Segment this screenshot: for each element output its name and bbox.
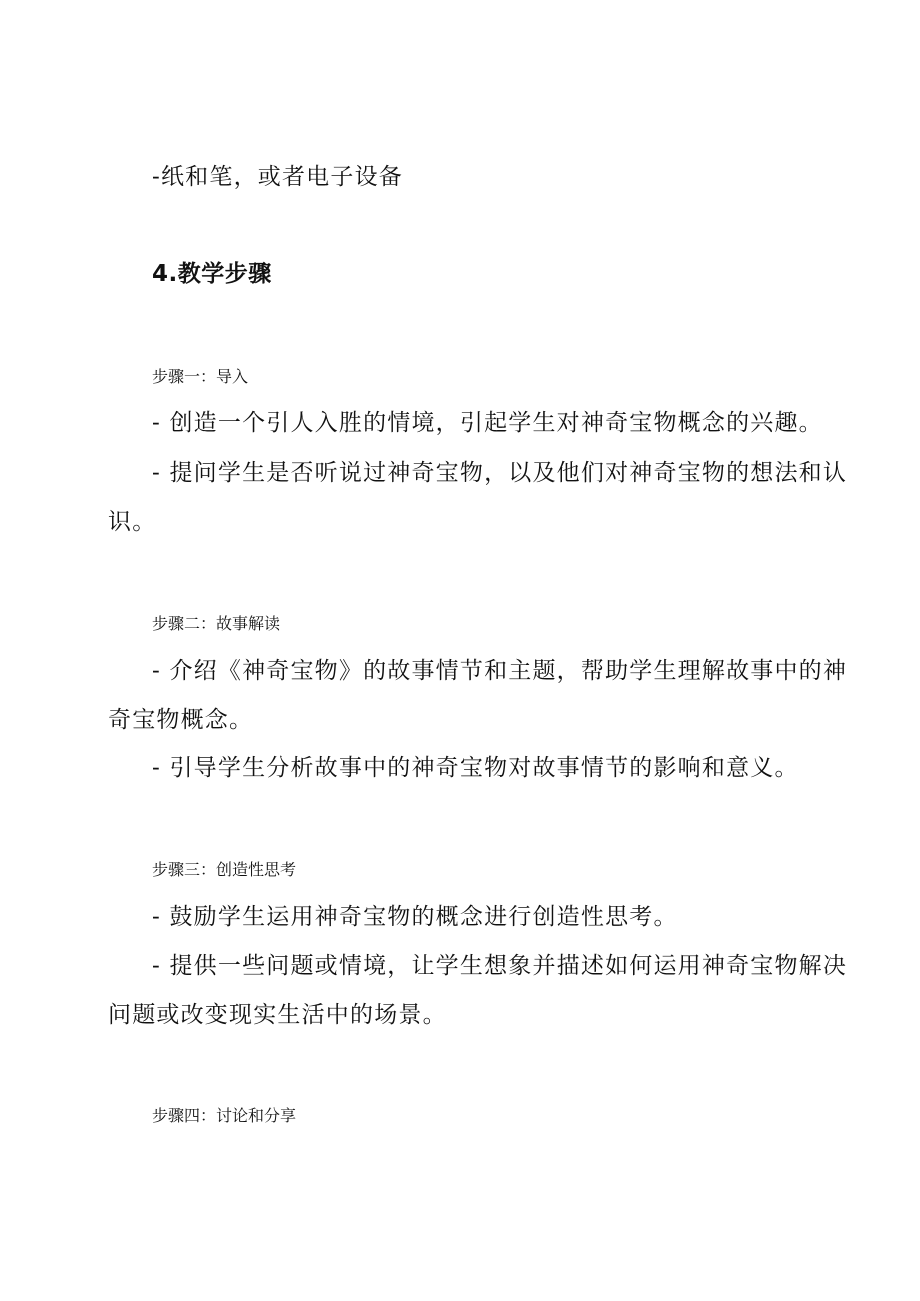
step-3-line-3: 问题或改变现实生活中的场景。	[108, 1002, 447, 1028]
section-heading: 4.教学步骤	[152, 261, 272, 287]
step-2-line-1: - 介绍《神奇宝物》的故事情节和主题，帮助学生理解故事中的神	[152, 658, 848, 684]
step-1-title: 步骤一：导入	[152, 367, 249, 386]
step-3-line-1: - 鼓励学生运用神奇宝物的概念进行创造性思考。	[152, 904, 678, 930]
step-2-title: 步骤二：故事解读	[152, 614, 281, 633]
step-3-line-2: - 提供一些问题或情境，让学生想象并描述如何运用神奇宝物解决	[152, 953, 848, 979]
step-1-line-2: - 提问学生是否听说过神奇宝物，以及他们对神奇宝物的想法和认	[152, 460, 848, 486]
step-2-line-3: - 引导学生分析故事中的神奇宝物对故事情节的影响和意义。	[152, 755, 799, 781]
step-4-title: 步骤四：讨论和分享	[152, 1106, 297, 1125]
step-1-line-3: 识。	[108, 509, 157, 535]
materials-item: -纸和笔，或者电子设备	[152, 164, 403, 190]
step-1-line-1: - 创造一个引人入胜的情境，引起学生对神奇宝物概念的兴趣。	[152, 410, 823, 436]
step-2-line-2: 奇宝物概念。	[108, 707, 254, 733]
step-3-title: 步骤三：创造性思考	[152, 860, 297, 879]
